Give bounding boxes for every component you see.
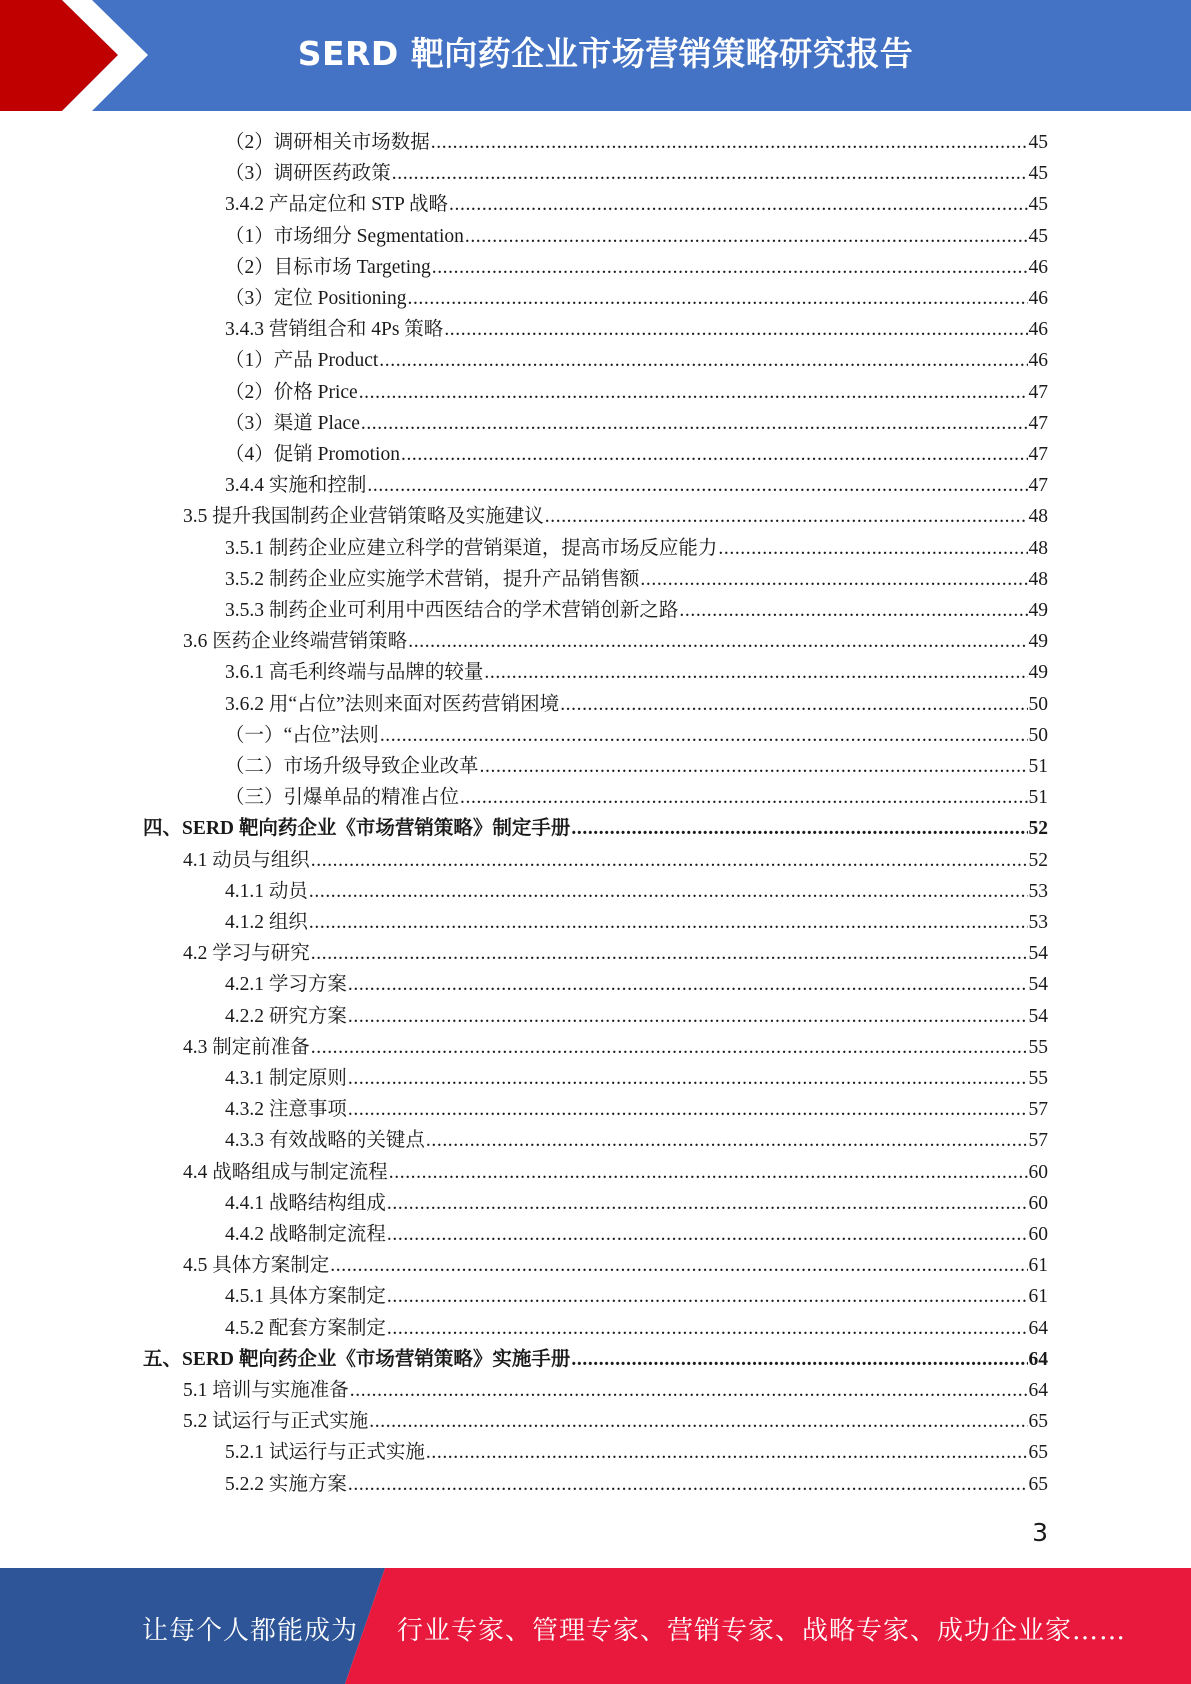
toc-entry[interactable] [143,813,1048,844]
toc-entry[interactable] [183,1250,1048,1281]
toc-entry[interactable] [225,907,1048,938]
toc-entry[interactable] [183,1157,1048,1188]
toc-entry-label: 4.2.2 研究方案 [225,1006,347,1027]
toc-dot-leader [311,938,1028,969]
toc-entry[interactable] [225,657,1048,688]
toc-entry[interactable] [225,377,1048,408]
toc-entry[interactable] [183,1406,1048,1437]
toc-entry-page: 54 [1028,974,1048,995]
toc-entry-page: 52 [1028,818,1048,839]
toc-entry[interactable] [225,689,1048,720]
toc-entry-page: 64 [1028,1380,1048,1401]
toc-entry[interactable] [225,1469,1048,1500]
toc-dot-leader [311,845,1028,876]
toc-entry[interactable] [225,782,1048,813]
toc-dot-leader [389,1157,1028,1188]
toc-entry-page: 57 [1028,1130,1048,1151]
toc-entry-page: 46 [1028,288,1048,309]
toc-entry[interactable] [183,1032,1048,1063]
toc-dot-leader [640,564,1027,595]
toc-dot-leader [387,1188,1028,1219]
toc-entry-label: （2）调研相关市场数据 [225,132,430,153]
toc-dot-leader [679,595,1027,626]
toc-entry-page: 65 [1028,1442,1048,1463]
toc-entry[interactable] [225,221,1048,252]
toc-entry-page: 54 [1028,943,1048,964]
toc-entry-page: 55 [1028,1068,1048,1089]
toc-dot-leader [348,1063,1028,1094]
toc-entry-label: 4.3 制定前准备 [183,1037,310,1058]
toc-entry-page: 47 [1028,413,1048,434]
toc-dot-leader [431,127,1028,158]
toc-entry[interactable] [183,501,1048,532]
toc-entry[interactable] [183,626,1048,657]
toc-entry-page: 47 [1028,382,1048,403]
toc-entry-label: 3.4.3 营销组合和 4Ps 策略 [225,319,444,340]
toc-entry-page: 51 [1028,756,1048,777]
toc-entry[interactable] [225,1313,1048,1344]
toc-entry-label: 4.3.2 注意事项 [225,1099,347,1120]
toc-entry[interactable] [225,720,1048,751]
toc-entry-page: 48 [1028,506,1048,527]
toc-entry-label: （三）引爆单品的精准占位 [225,787,460,808]
toc-entry-label: （一）“占位”法则 [225,725,379,746]
page-footer [0,1568,1191,1684]
toc-dot-leader [560,689,1027,720]
toc-entry-page: 46 [1028,257,1048,278]
toc-entry-page: 52 [1028,850,1048,871]
toc-dot-leader [426,1125,1028,1156]
toc-entry[interactable] [225,439,1048,470]
toc-entry[interactable] [225,1125,1048,1156]
toc-dot-leader [348,1094,1028,1125]
toc-entry-page: 45 [1028,226,1048,247]
toc-entry-page: 49 [1028,662,1048,683]
footer-slogan-left: 让每个人都能成为 [142,1616,359,1646]
toc-entry-page: 60 [1028,1224,1048,1245]
toc-entry-label: 4.4.2 战略制定流程 [225,1224,386,1245]
toc-dot-leader [387,1219,1028,1250]
toc-entry[interactable] [225,969,1048,1000]
toc-dot-leader [348,1469,1028,1500]
toc-entry-label: 五、SERD 靶向药企业《市场营销策略》实施手册 [143,1349,571,1370]
toc-dot-leader [401,439,1028,470]
toc-entry-page: 60 [1028,1193,1048,1214]
toc-dot-leader [718,533,1027,564]
toc-entry-label: （1）市场细分 Segmentation [225,226,464,247]
toc-entry[interactable] [225,751,1048,782]
toc-entry-page: 48 [1028,538,1048,559]
page-number: 3 [1032,1518,1048,1547]
toc-entry[interactable] [225,1001,1048,1032]
toc-entry-label: 4.4 战略组成与制定流程 [183,1162,388,1183]
toc-entry[interactable] [225,564,1048,595]
toc-dot-leader [408,626,1027,657]
toc-entry-label: （1）产品 Product [225,350,379,371]
toc-dot-leader [484,657,1027,688]
toc-entry-page: 51 [1028,787,1048,808]
toc-entry[interactable] [225,283,1048,314]
toc-entry-page: 49 [1028,600,1048,621]
toc-entry[interactable] [225,252,1048,283]
toc-entry-label: 3.6.1 高毛利终端与品牌的较量 [225,662,484,683]
toc-entry-label: 3.4.2 产品定位和 STP 战略 [225,194,449,215]
toc-entry-label: 3.5.2 制药企业应实施学术营销，提升产品销售额 [225,569,640,590]
toc-dot-leader [379,345,1027,376]
toc-entry-label: 4.1.1 动员 [225,881,308,902]
toc-dot-leader [367,470,1027,501]
toc-entry-page: 45 [1028,194,1048,215]
toc-entry-label: 3.5.1 制药企业应建立科学的营销渠道，提高市场反应能力 [225,538,718,559]
toc-dot-leader [545,501,1028,532]
toc-entry-label: （4）促销 Promotion [225,444,400,465]
toc-entry-label: 3.5 提升我国制药企业营销策略及实施建议 [183,506,544,527]
toc-entry-page: 46 [1028,350,1048,371]
toc-entry[interactable] [225,345,1048,376]
toc-entry-page: 47 [1028,444,1048,465]
toc-entry-page: 45 [1028,163,1048,184]
toc-entry[interactable] [183,938,1048,969]
toc-entry-label: 5.1 培训与实施准备 [183,1380,349,1401]
toc-dot-leader [392,158,1028,189]
toc-entry[interactable] [183,845,1048,876]
toc-entry[interactable] [143,1344,1048,1375]
toc-entry-label: （3）定位 Positioning [225,288,407,309]
toc-dot-leader [465,221,1028,252]
toc-entry-label: 4.3.3 有效战略的关键点 [225,1130,425,1151]
toc-dot-leader [330,1250,1027,1281]
toc-dot-leader [387,1313,1028,1344]
toc-entry[interactable] [225,1094,1048,1125]
toc-entry[interactable] [225,314,1048,345]
page-header [0,0,1191,111]
toc-entry[interactable] [225,127,1048,158]
toc-entry-page: 49 [1028,631,1048,652]
toc-dot-leader [309,876,1028,907]
toc-entry-label: 5.2.1 试运行与正式实施 [225,1442,425,1463]
toc-entry[interactable] [225,595,1048,626]
toc-entry-page: 54 [1028,1006,1048,1027]
toc-entry-label: 4.2 学习与研究 [183,943,310,964]
toc-dot-leader [444,314,1027,345]
toc-entry[interactable] [183,1375,1048,1406]
toc-entry[interactable] [225,408,1048,439]
toc-entry-label: （3）调研医药政策 [225,163,391,184]
toc-dot-leader [432,252,1028,283]
toc-entry-label: （2）价格 Price [225,382,358,403]
toc-entry[interactable] [225,158,1048,189]
toc-entry-label: 3.5.3 制药企业可利用中西医结合的学术营销创新之路 [225,600,679,621]
toc-entry-label: 4.1 动员与组织 [183,850,310,871]
toc-entry-label: 4.5.2 配套方案制定 [225,1318,386,1339]
toc-entry[interactable] [225,533,1048,564]
toc-entry[interactable] [225,1063,1048,1094]
toc-entry-page: 45 [1028,132,1048,153]
toc-dot-leader [361,408,1028,439]
toc-entry-page: 60 [1028,1162,1048,1183]
toc-entry-page: 64 [1028,1349,1048,1370]
toc-entry-page: 53 [1028,881,1048,902]
toc-dot-leader [571,1344,1027,1375]
toc-dot-leader [387,1281,1028,1312]
toc-entry-label: 5.2.2 实施方案 [225,1474,347,1495]
toc-dot-leader [348,969,1028,1000]
toc-entry-page: 65 [1028,1474,1048,1495]
toc-dot-leader [426,1437,1028,1468]
toc-entry[interactable] [225,1219,1048,1250]
toc-entry-page: 57 [1028,1099,1048,1120]
toc-entry-label: 4.1.2 组织 [225,912,308,933]
toc-entry-label: （3）渠道 Place [225,413,360,434]
toc-entry[interactable] [225,1188,1048,1219]
toc-dot-leader [348,1001,1028,1032]
toc-dot-leader [359,377,1028,408]
toc-entry-page: 61 [1028,1286,1048,1307]
toc-dot-leader [380,720,1028,751]
toc-entry-label: 3.6 医药企业终端营销策略 [183,631,408,652]
report-title: SERD 靶向药企业市场营销策略研究报告 [297,34,914,73]
toc-entry-label: 4.4.1 战略结构组成 [225,1193,386,1214]
toc-entry[interactable] [225,470,1048,501]
toc-entry-label: 5.2 试运行与正式实施 [183,1411,369,1432]
toc-entry-label: （二）市场升级导致企业改革 [225,756,479,777]
toc-entry-label: 4.5.1 具体方案制定 [225,1286,386,1307]
toc-entry-label: 4.2.1 学习方案 [225,974,347,995]
toc-entry-page: 50 [1028,694,1048,715]
footer-slogan-right: 行业专家、管理专家、营销专家、战略专家、成功企业家…… [397,1616,1127,1646]
toc-dot-leader [369,1406,1027,1437]
toc-entry-page: 61 [1028,1255,1048,1276]
toc-dot-leader [350,1375,1028,1406]
toc-entry-label: 四、SERD 靶向药企业《市场营销策略》制定手册 [143,818,571,839]
toc-entry-label: 3.4.4 实施和控制 [225,475,367,496]
toc-entry[interactable] [225,1437,1048,1468]
toc-entry-label: 3.6.2 用“占位”法则来面对医药营销困境 [225,694,560,715]
toc-dot-leader [449,189,1027,220]
toc-dot-leader [407,283,1027,314]
toc-dot-leader [309,907,1028,938]
toc-entry-page: 53 [1028,912,1048,933]
toc-entry-page: 65 [1028,1411,1048,1432]
toc-entry-label: 4.5 具体方案制定 [183,1255,330,1276]
toc-entry[interactable] [225,189,1048,220]
toc-entry-page: 46 [1028,319,1048,340]
toc-dot-leader [571,813,1027,844]
toc-entry-page: 50 [1028,725,1048,746]
toc-entry-page: 55 [1028,1037,1048,1058]
toc-entry-page: 48 [1028,569,1048,590]
toc-entry-label: 4.3.1 制定原则 [225,1068,347,1089]
toc-dot-leader [311,1032,1028,1063]
toc-entry[interactable] [225,1281,1048,1312]
toc-entry-label: （2）目标市场 Targeting [225,257,431,278]
toc-dot-leader [480,751,1028,782]
toc-dot-leader [460,782,1027,813]
toc-entry-page: 47 [1028,475,1048,496]
toc-entry-page: 64 [1028,1318,1048,1339]
toc-entry[interactable] [225,876,1048,907]
